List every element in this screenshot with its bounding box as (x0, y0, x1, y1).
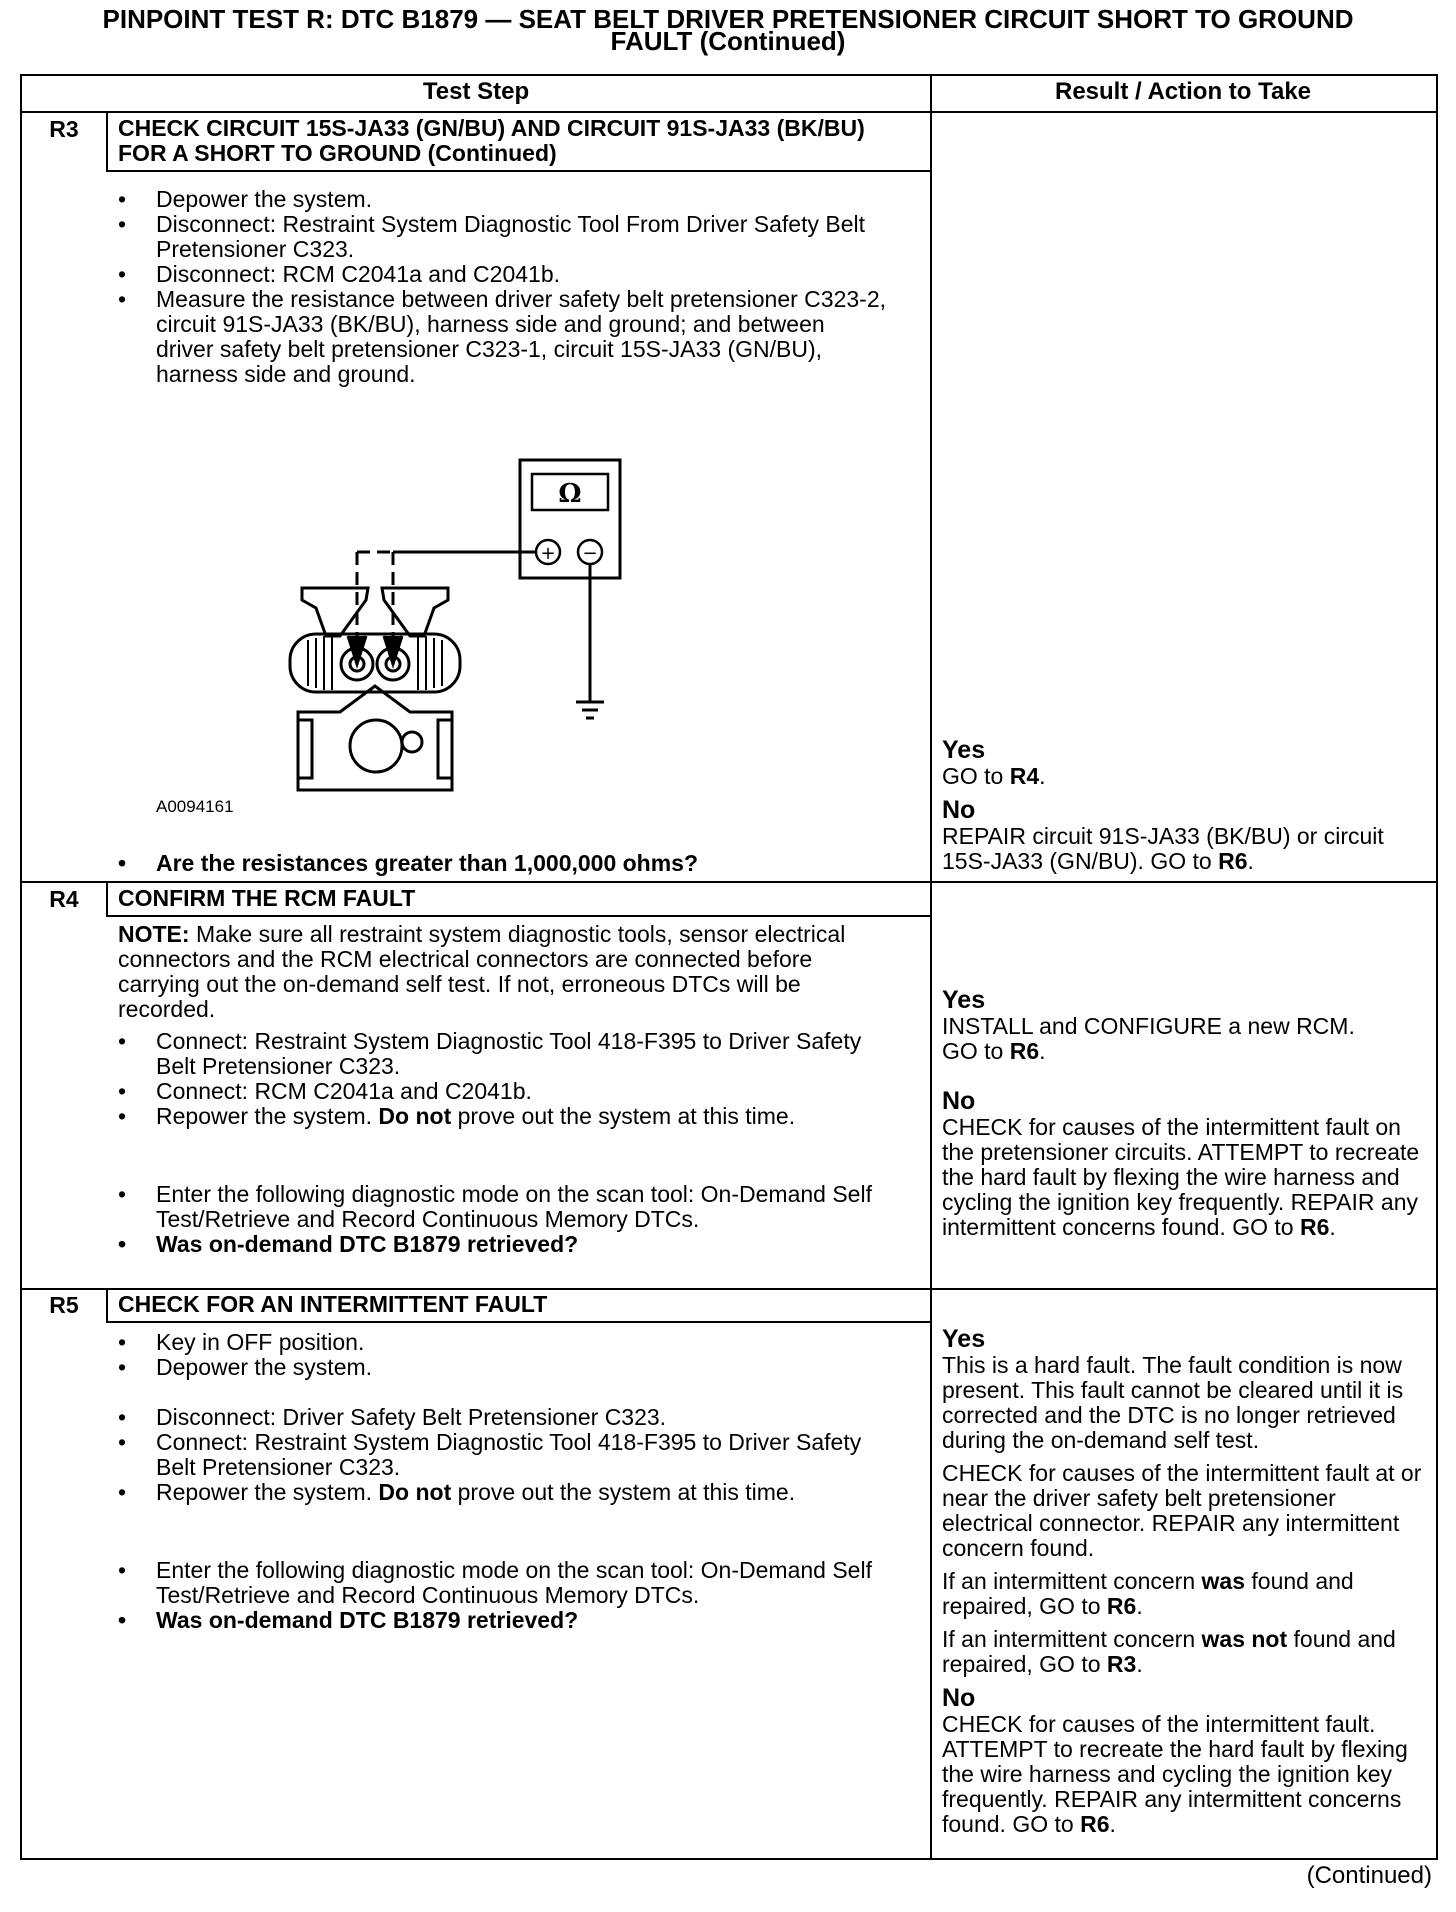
r3-step-list (118, 187, 888, 387)
step-title-r4: CONFIRM THE RCM FAULT (118, 885, 416, 911)
r5-yes-p2: CHECK for causes of the intermittent fault at or near the driver safety belt pretensioner electrical connector. REPAIR any intermittent concern found. (942, 1460, 1422, 1561)
r5-mode-list (118, 1558, 898, 1633)
step-id-r5: R5 (49, 1292, 79, 1318)
header-test-step: Test Step (422, 78, 530, 105)
emphasis: was (1201, 1568, 1245, 1594)
step-title-r5: CHECK FOR AN INTERMITTENT FAULT (118, 1291, 548, 1317)
yes-label: Yes (942, 986, 986, 1014)
list-item: • Disconnect: RCM C2041a and C2041b. (118, 262, 888, 287)
list-item: • Connect: Restraint System Diagnostic Tool 418-F395 to Driver Safety Belt Pretensioner C323. (118, 1430, 888, 1480)
list-item: • Measure the resistance between driver safety belt pretensioner C323-2, circuit 91S-JA33 (BK/BU), harness side and ground; and between driver safety belt pretensioner C323-1, circuit 15S-JA33 (GN/BU), harness side and ground. (118, 287, 888, 387)
yes-label: Yes (942, 1325, 986, 1353)
header-rule (20, 111, 1436, 113)
punct: . (1329, 1214, 1336, 1240)
r5-id-divider (106, 1288, 108, 1323)
emphasis: Do not (378, 1103, 452, 1129)
repower-text-end: prove out the system at this time. (451, 1103, 796, 1129)
note-text: Make sure all restraint system diagnostic tools, sensor electrical connectors and the RCM electrical connectors are connected before carrying out the on-demand self test. If not, erroneous DTCs will be recorded. (118, 921, 846, 1022)
list-item: • Key in OFF position. (118, 1330, 888, 1355)
r3-question-list (118, 851, 898, 876)
r5-yes-p1: This is a hard fault. The fault condition is now present. This fault cannot be cleared until it is corrected and the DTC is no longer retrieved during the on-demand self test. (942, 1352, 1404, 1453)
r3-title-rule (108, 170, 930, 172)
ohm-symbol: Ω (558, 479, 582, 509)
emphasis: Do not (378, 1479, 452, 1505)
punct: . (1039, 763, 1046, 789)
yes-label: Yes (942, 736, 986, 764)
r3-no-text: REPAIR circuit 91S-JA33 (BK/BU) or circuit 15S-JA33 (GN/BU). GO to (942, 823, 1384, 874)
r5-result (942, 1326, 1432, 1837)
r3-yes-text: GO to (942, 763, 1010, 789)
title-line-1: PINPOINT TEST R: DTC B1879 — SEAT BELT DRIVER PRETENSIONER CIRCUIT SHORT TO GROUND (102, 4, 1354, 34)
step-id-r3: R3 (49, 116, 79, 142)
repower-text: Repower the system. (156, 1103, 379, 1129)
p4-text: If an intermittent concern (942, 1626, 1202, 1652)
no-label: No (942, 1087, 976, 1115)
figure-ref: A0094161 (156, 797, 234, 816)
r5-yes-p4 (942, 1627, 1432, 1677)
no-label: No (942, 796, 976, 824)
r3-id-divider (106, 111, 108, 172)
continued-footer: (Continued) (1306, 1862, 1432, 1889)
step-id-r4: R4 (49, 886, 79, 912)
connector-key (350, 720, 402, 772)
row-rule-r4 (20, 881, 1436, 883)
r5-title-rule (108, 1321, 930, 1323)
r5-no-text: CHECK for causes of the intermittent fault. ATTEMPT to recreate the hard fault by flexing the wire harness and cycling the ignition key frequently. REPAIR any intermittent concerns found. GO to (942, 1711, 1408, 1837)
repower-text-end: prove out the system at this time. (451, 1479, 796, 1505)
r4-result (942, 987, 1430, 1240)
list-item: • Disconnect: Driver Safety Belt Pretensioner C323. (118, 1405, 888, 1430)
step-ref: R6 (1080, 1811, 1110, 1837)
list-item (118, 1480, 888, 1505)
punct: . (1039, 1038, 1046, 1064)
step-ref: R4 (1009, 763, 1040, 789)
list-item: • Enter the following diagnostic mode on the scan tool: On-Demand Self Test/Retrieve and Record Continuous Memory DTCs. (118, 1558, 898, 1608)
p3-text-mid: found and repaired, GO to (942, 1568, 1354, 1619)
page-title (20, 4, 1436, 56)
note-label: NOTE: (118, 921, 190, 947)
r4-id-divider (106, 881, 108, 917)
punct: . (1136, 1593, 1143, 1619)
r5-yes-p3 (942, 1569, 1432, 1619)
header-result: Result / Action to Take (1054, 78, 1312, 105)
punct: . (1109, 1811, 1116, 1837)
emphasis: was not (1201, 1626, 1288, 1652)
list-item: • Depower the system. (118, 187, 888, 212)
step-ref: R6 (1299, 1214, 1330, 1240)
r4-mode-list (118, 1182, 898, 1257)
title-line-2: FAULT (Continued) (610, 26, 846, 56)
step-ref: R6 (1009, 1038, 1040, 1064)
step-title-r3: CHECK CIRCUIT 15S-JA33 (GN/BU) AND CIRCUIT 91S-JA33 (BK/BU) FOR A SHORT TO GROUND (Continued) (118, 115, 865, 166)
list-item: • Enter the following diagnostic mode on the scan tool: On-Demand Self Test/Retrieve and Record Continuous Memory DTCs. (118, 1182, 898, 1232)
r4-step-list (118, 1029, 888, 1129)
repower-text: Repower the system. (156, 1479, 379, 1505)
row-rule-r5 (20, 1288, 1436, 1290)
r4-note (118, 922, 878, 1022)
r4-title-rule (108, 915, 930, 917)
list-item: • Disconnect: Restraint System Diagnostic Tool From Driver Safety Belt Pretensioner C323. (118, 212, 888, 262)
p3-text: If an intermittent concern (942, 1568, 1202, 1594)
list-item: • Connect: Restraint System Diagnostic Tool 418-F395 to Driver Safety Belt Pretensioner C323. (118, 1029, 888, 1079)
p4-text-mid: found and repaired, GO to (942, 1626, 1396, 1677)
r3-result (942, 737, 1430, 874)
list-item: • Depower the system. (118, 1355, 888, 1380)
step-ref: R6 (1106, 1593, 1137, 1619)
no-label: No (942, 1684, 976, 1712)
punct: . (1136, 1651, 1143, 1677)
step-ref: R6 (1218, 848, 1248, 874)
r4-no-text: CHECK for causes of the intermittent fault on the pretensioner circuits. ATTEMPT to recreate the hard fault by flexing the wire harness and cycling the ignition key frequently. REPAIR any intermittent concerns found. GO to (942, 1114, 1420, 1240)
r5-step-list-a (118, 1330, 888, 1380)
r4-yes-goto: GO to (942, 1038, 1010, 1064)
list-item: • Connect: RCM C2041a and C2041b. (118, 1079, 888, 1104)
plus-symbol: + (540, 543, 556, 564)
connector-body (298, 686, 452, 790)
r5-step-list-b (118, 1405, 888, 1505)
question: • Was on-demand DTC B1879 retrieved? (118, 1232, 898, 1257)
step-ref: R3 (1106, 1651, 1137, 1677)
ohmmeter-connector-diagram (280, 450, 640, 800)
question: • Are the resistances greater than 1,000,000 ohms? (118, 851, 898, 876)
list-item (118, 1104, 888, 1129)
column-divider (930, 74, 932, 1858)
r4-yes-text: INSTALL and CONFIGURE a new RCM. (942, 1013, 1355, 1039)
punct: . (1247, 848, 1254, 874)
minus-symbol: − (582, 543, 598, 564)
question: • Was on-demand DTC B1879 retrieved? (118, 1608, 898, 1633)
